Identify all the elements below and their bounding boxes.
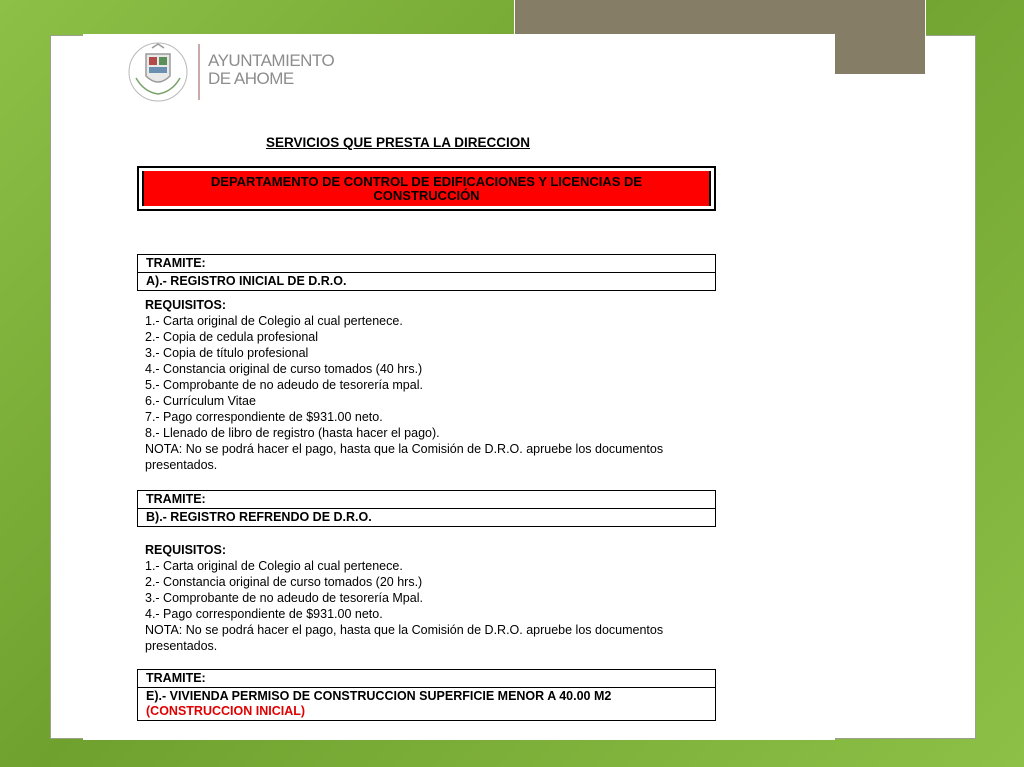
tramite-name: E).- VIVIENDA PERMISO DE CONSTRUCCION SUPERFICIE MENOR A 40.00 M2 [146, 689, 612, 703]
requisito-item: 2.- Constancia original de curso tomados (20 hrs.) [145, 575, 423, 589]
requisito-item: 3.- Copia de título profesional [145, 346, 309, 360]
requisitos-block-a [145, 297, 745, 473]
nota-text-continued: presentados. [145, 639, 218, 653]
requisito-item: 7.- Pago correspondiente de $931.00 neto. [145, 410, 383, 424]
logo-divider [198, 44, 200, 100]
tramite-box-e [137, 669, 716, 721]
requisito-item: 4.- Constancia original de curso tomados (40 hrs.) [145, 362, 423, 376]
requisito-item: 6.- Currículum Vitae [145, 394, 256, 408]
tramite-label: TRAMITE: [146, 256, 206, 270]
requisito-item: 8.- Llenado de libro de registro (hasta hacer el pago). [145, 426, 440, 440]
tramite-subtitle: (CONSTRUCCION INICIAL) [146, 704, 306, 718]
tramite-name: B).- REGISTRO REFRENDO DE D.R.O. [138, 508, 715, 526]
document-title: SERVICIOS QUE PRESTA LA DIRECCION [266, 135, 531, 150]
municipal-logo [124, 40, 344, 104]
seal-icon [124, 40, 196, 104]
requisitos-title: REQUISITOS: [145, 298, 227, 312]
department-name: DEPARTAMENTO DE CONTROL DE EDIFICACIONES Y LICENCIAS DE CONSTRUCCIÓN [142, 171, 711, 206]
tramite-box-b [137, 490, 716, 527]
tramite-box-a [137, 254, 716, 291]
logo-line-1: AYUNTAMIENTO [208, 51, 335, 70]
requisito-item: 5.- Comprobante de no adeudo de tesorería mpal. [145, 378, 423, 392]
nota-text: NOTA: No se podrá hacer el pago, hasta que la Comisión de D.R.O. apruebe los documentos [145, 442, 664, 456]
tramite-name-block [138, 687, 715, 720]
department-banner [137, 166, 716, 211]
tramite-label: TRAMITE: [146, 671, 206, 685]
requisito-item: 1.- Carta original de Colegio al cual pertenece. [145, 314, 403, 328]
nota-text-continued: presentados. [145, 458, 218, 472]
requisito-item: 3.- Comprobante de no adeudo de tesorería Mpal. [145, 591, 423, 605]
logo-text [208, 52, 334, 88]
logo-line-2: DE AHOME [208, 69, 294, 88]
tramite-name: A).- REGISTRO INICIAL DE D.R.O. [138, 272, 715, 290]
requisitos-title: REQUISITOS: [145, 543, 227, 557]
requisito-item: 2.- Copia de cedula profesional [145, 330, 319, 344]
requisito-item: 1.- Carta original de Colegio al cual pertenece. [145, 559, 403, 573]
requisitos-block-b [145, 542, 745, 654]
requisito-item: 4.- Pago correspondiente de $931.00 neto. [145, 607, 383, 621]
nota-text: NOTA: No se podrá hacer el pago, hasta que la Comisión de D.R.O. apruebe los documentos [145, 623, 664, 637]
tramite-label: TRAMITE: [146, 492, 206, 506]
